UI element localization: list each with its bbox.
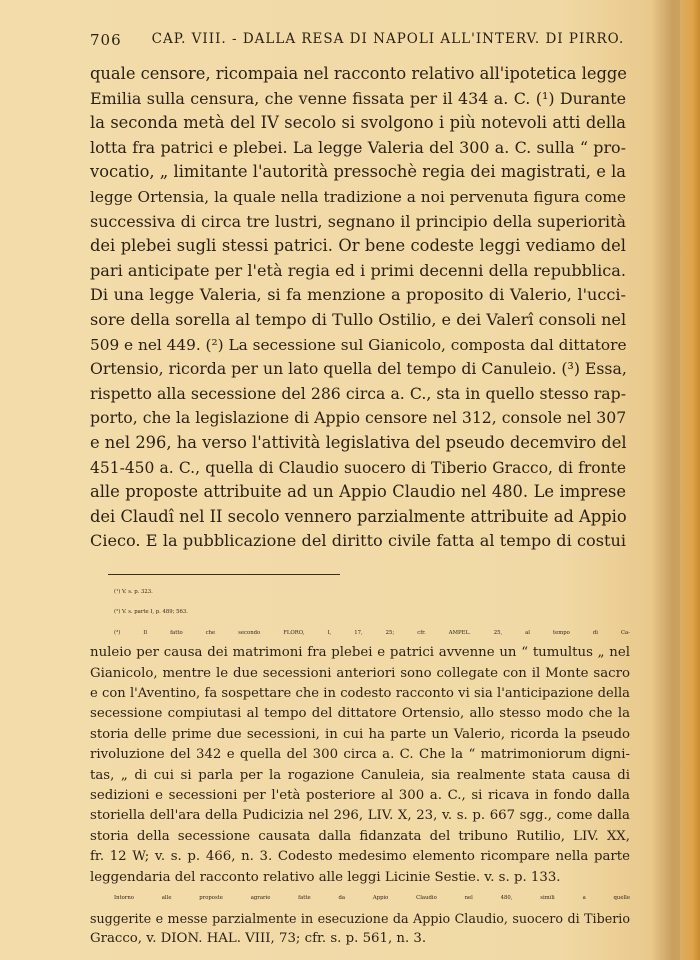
footnote-line: nuleio per causa dei matrimoni fra plebei e patrici avvenne un “ tumultus „ nel: [90, 645, 630, 661]
footnotes: [90, 582, 630, 949]
text-line: Di una legge Valeria, si fa menzione a proposito di Valerio, l'ucci-: [90, 285, 626, 305]
text-line: dei plebei sugli stessi patrici. Or bene codeste leggi vediamo del: [90, 236, 626, 256]
text-line: 509 e nel 449. (²) La secessione sul Gianicolo, composta dal dittatore: [90, 335, 627, 354]
footnote-line: e con l'Aventino, fa sospettare che in codesto racconto vi sia l'anticipazione della: [90, 686, 630, 702]
footnote-line: (³) Il fatto che secondo FLORO, I, 17, 25; cfr. AMPEL. 25, al tempo di Ca-: [114, 629, 630, 636]
text-line: 451-450 a. C., quella di Claudio suocero di Tiberio Gracco, di fronte: [90, 458, 626, 477]
text-line: e nel 296, ha verso l'attività legislativa del pseudo decemviro del: [90, 432, 627, 452]
footnote-line: storia della secessione causata dalla fidanzata del tribuno Rutilio, LIV. XX,: [90, 828, 630, 844]
running-title: CAP. VIII. - DALLA RESA DI NAPOLI ALL'INTERV. DI PIRRO.: [151, 31, 625, 47]
text-line: Ortensio, ricorda per un lato quella del tempo di Canuleio. (³) Essa,: [90, 359, 627, 379]
footnote-line: (²) V. s. parte I, p. 489; 563.: [114, 609, 188, 616]
main-text: [90, 62, 626, 554]
footnote-line: storiella dell'ara della Pudicizia nel 296, LIV. X, 23, v. s. p. 667 sgg., come dalla: [90, 808, 630, 824]
text-line: dei Claudî nel II secolo vennero parzialmente attribuite ad Appio: [90, 506, 627, 526]
text-line: la seconda metà del IV secolo si svolgono i più notevoli atti della: [90, 113, 626, 133]
footnote-line: Gracco, v. DION. HAL. VIII, 73; cfr. s. p. 561, n. 3.: [90, 930, 427, 946]
footnote-line: Intorno alle proposte agrarie fatte da Appio Claudio nel 480, simili a quelle: [114, 895, 630, 902]
footnote-line: leggendaria del racconto relativo alle leggi Licinie Sestie. v. s. p. 133.: [90, 869, 561, 885]
footnote-line: secessione compiutasi al tempo del dittatore Ortensio, allo stesso modo che la: [90, 706, 630, 722]
page-number: 706: [90, 31, 122, 49]
text-line: alle proposte attribuite ad un Appio Claudio nel 480. Le imprese: [90, 482, 626, 502]
footnote-line: storia delle prime due secessioni, in cui ha parte un Valerio, ricorda la pseudo: [90, 726, 630, 742]
footnote-line: (¹) V. s. p. 323.: [114, 589, 153, 595]
page-edge: [680, 0, 700, 960]
footnote-line: sedizioni e secessioni per l'età posteriore al 300 a. C., si ricava in fondo dalla: [90, 788, 630, 804]
text-line: quale censore, ricompaia nel racconto relativo all'ipotetica legge: [90, 64, 627, 83]
text-line: legge Ortensia, la quale nella tradizione a noi pervenuta figura come: [90, 187, 626, 206]
footnote-line: rivoluzione del 342 e quella del 300 circa a. C. Che la “ matrimoniorum digni-: [90, 747, 630, 763]
running-header: [90, 31, 630, 49]
footnote-divider: [108, 574, 340, 575]
text-line: lotta fra patrici e plebei. La legge Valeria del 300 a. C. sulla “ pro-: [90, 137, 626, 157]
text-line: vocatio, „ limitante l'autorità pressochè regia dei magistrati, e la: [90, 162, 626, 182]
text-line: porto, che la legislazione di Appio censore nel 312, console nel 307: [90, 408, 627, 428]
text-line: Emilia sulla censura, che venne fissata per il 434 a. C. (¹) Durante: [90, 88, 626, 108]
footnote-line: fr. 12 W; v. s. p. 466, n. 3. Codesto medesimo elemento ricompare nella parte: [90, 849, 630, 865]
text-line: successiva di circa tre lustri, segnano il principio della superiorità: [90, 211, 626, 231]
text-line: sore della sorella al tempo di Tullo Ostilio, e dei Valerî consoli nel: [90, 309, 627, 329]
text-line: rispetto alla secessione del 286 circa a. C., sta in quello stesso rap-: [90, 383, 626, 403]
footnote-line: Gianicolo, mentre le due secessioni anteriori sono collegate con il Monte sacro: [90, 665, 630, 681]
footnote-line: tas, „ di cui si parla per la rogazione Canuleia, sia realmente stata causa di: [90, 767, 630, 783]
text-line: Cieco. E la pubblicazione del diritto civile fatta al tempo di costui: [90, 531, 626, 551]
footnote-line: suggerite e messe parzialmente in esecuzione da Appio Claudio, suocero di Tiberio: [90, 910, 630, 926]
text-line: pari anticipate per l'età regia ed i primi decenni della repubblica.: [90, 260, 626, 280]
